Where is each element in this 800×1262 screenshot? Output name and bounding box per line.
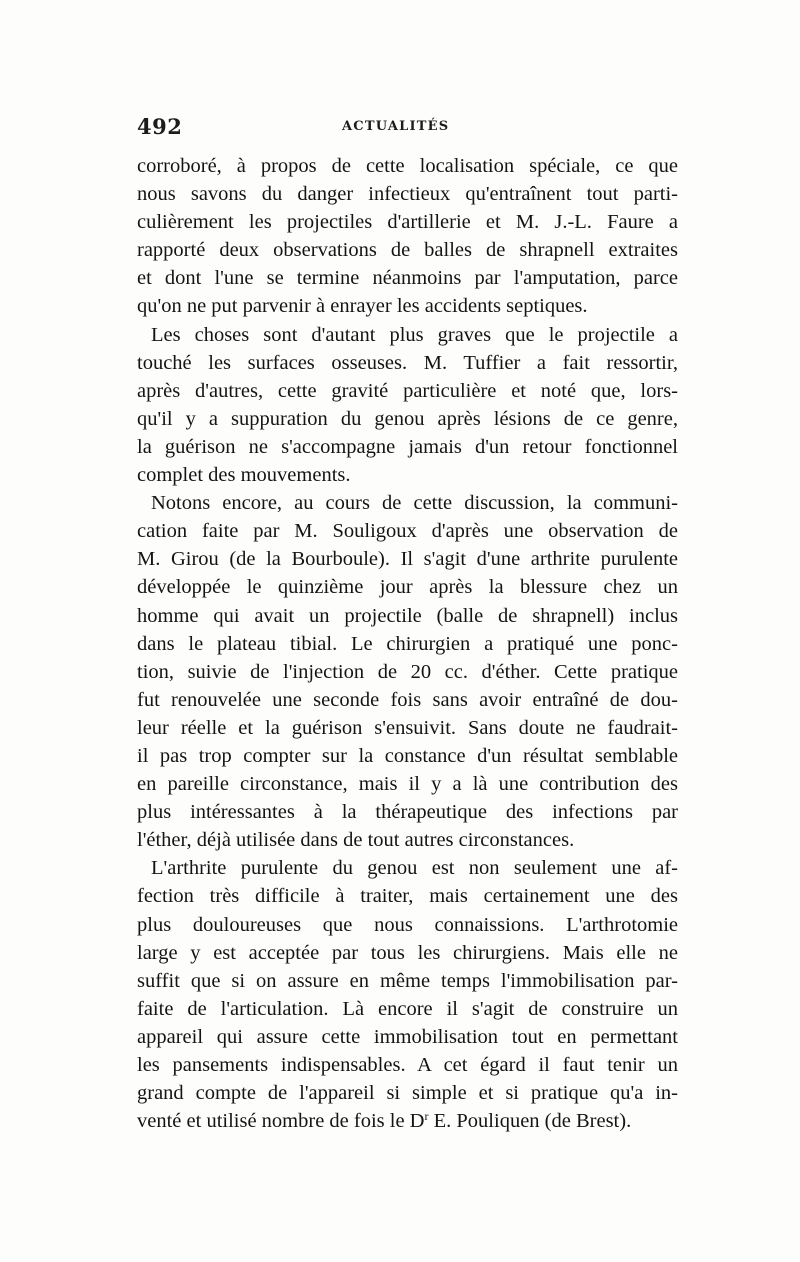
text-line: dans le plateau tibial. Le chirurgien a pratiqué une ponc- <box>137 632 678 655</box>
paragraph <box>137 489 678 854</box>
text-line: complet des mouvements. <box>137 464 351 487</box>
text-line: Les choses sont d'autant plus graves que le projectile a <box>151 323 678 346</box>
text-line: après d'autres, cette gravité particulière et noté que, lors- <box>137 379 678 402</box>
text-line: qu'il y a suppuration du genou après lésions de ce genre, <box>137 407 678 430</box>
superscript: r <box>424 1109 429 1124</box>
text-line: touché les surfaces osseuses. M. Tuffier a fait ressortir, <box>137 351 678 374</box>
text-line: nous savons du danger infectieux qu'entraînent tout parti- <box>137 183 678 206</box>
text-line: homme qui avait un projectile (balle de shrapnell) inclus <box>137 604 678 627</box>
text-line: suffit que si on assure en même temps l'immobilisation par- <box>137 969 678 992</box>
final-line-start: venté et utilisé nombre de fois le D <box>137 1110 425 1133</box>
text-line: rapporté deux observations de balles de shrapnell extraites <box>137 239 678 262</box>
text-line: faite de l'articulation. Là encore il s'agit de construire un <box>137 997 678 1020</box>
text-line: corroboré, à propos de cette localisation spéciale, ce que <box>137 155 678 177</box>
running-title: ACTUALITÉS <box>342 119 450 134</box>
text-line: il pas trop compter sur la constance d'un résultat semblable <box>137 744 678 767</box>
text-line: et dont l'une se termine néanmoins par l'amputation, parce <box>137 267 678 290</box>
text-line: M. Girou (de la Bourboule). Il s'agit d'une arthrite purulente <box>137 548 678 571</box>
text-line: en pareille circonstance, mais il y a là une contribution des <box>137 773 678 796</box>
text-line: qu'on ne put parvenir à enrayer les accidents septiques. <box>137 295 588 318</box>
text-line: les pansements indispensables. A cet égard il faut tenir un <box>137 1054 678 1076</box>
text-line: grand compte de l'appareil si simple et si pratique qu'a in- <box>137 1082 678 1105</box>
paragraph <box>137 152 678 321</box>
text-line: développée le quinzième jour après la blessure chez un <box>137 576 678 599</box>
text-line-final <box>137 1107 678 1135</box>
text-line: plus douloureuses que nous connaissions. L'arthrotomie <box>137 913 678 936</box>
final-line-end: E. Pouliquen (de Brest). <box>428 1110 632 1133</box>
text-line: fection très difficile à traiter, mais certainement une des <box>137 885 678 908</box>
text-line: plus intéressantes à la thérapeutique des infections par <box>137 801 678 824</box>
text-line: leur réelle et la guérison s'ensuivit. Sans doute ne faudrait- <box>137 716 678 739</box>
text-line: fut renouvelée une seconde fois sans avoir entraîné de dou- <box>137 688 678 711</box>
text-line: L'arthrite purulente du genou est non seulement une af- <box>151 857 678 880</box>
text-line: cation faite par M. Souligoux d'après une observation de <box>137 520 678 543</box>
paragraph <box>137 321 678 490</box>
text-line: la guérison ne s'accompagne jamais d'un retour fonctionnel <box>137 435 678 458</box>
page-header <box>137 114 678 138</box>
text-line: Notons encore, au cours de cette discussion, la communi- <box>151 492 678 515</box>
page-number: 492 <box>137 114 183 139</box>
body-text <box>137 152 678 1135</box>
text-line: l'éther, déjà utilisée dans de tout autres circonstances. <box>137 829 575 852</box>
text-line: appareil qui assure cette immobilisation tout en permettant <box>137 1025 678 1048</box>
text-line: tion, suivie de l'injection de 20 cc. d'éther. Cette pratique <box>137 660 678 683</box>
paragraph <box>137 854 678 1135</box>
text-line: culièrement les projectiles d'artillerie et M. J.-L. Faure a <box>137 211 678 234</box>
text-line: large y est acceptée par tous les chirurgiens. Mais elle ne <box>137 941 678 964</box>
